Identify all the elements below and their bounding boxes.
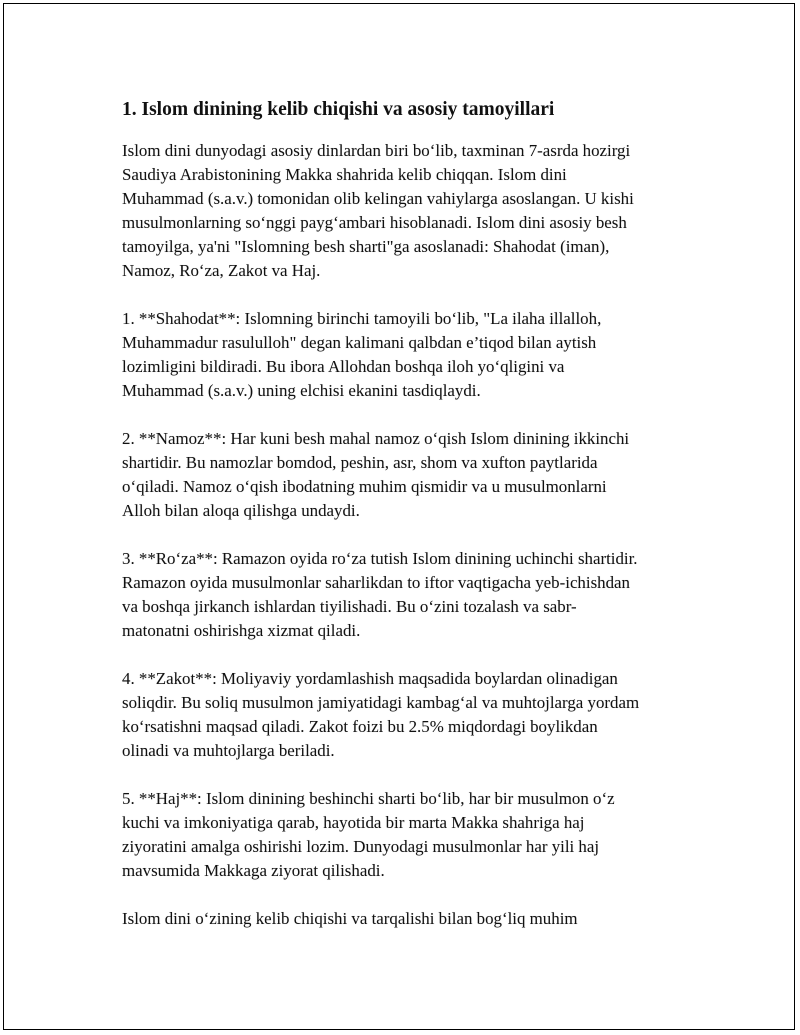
text-line: tamoyilga, ya'ni "Islomning besh sharti"ga asoslanadi: Shahodat (iman), — [122, 237, 610, 256]
text-line: olinadi va muhtojlarga beriladi. — [122, 741, 335, 760]
intro-paragraph — [122, 139, 702, 283]
text-line: Islom dini dunyodagi asosiy dinlardan biri bo‘lib, taxminan 7-asrda hozirgi — [122, 141, 631, 160]
namoz-paragraph — [122, 427, 702, 523]
text-line: 3. **Ro‘za**: Ramazon oyida ro‘za tutish Islom dinining uchinchi shartidir. — [122, 549, 638, 568]
text-line: 4. **Zakot**: Moliyaviy yordamlashish maqsadida boylardan olinadigan — [122, 669, 618, 688]
text-line: shartidir. Bu namozlar bomdod, peshin, asr, shom va xufton paytlarida — [122, 453, 598, 472]
text-line: Ramazon oyida musulmonlar saharlikdan to iftor vaqtigacha yeb-ichishdan — [122, 573, 630, 592]
text-line: 1. **Shahodat**: Islomning birinchi tamoyili bo‘lib, "La ilaha illalloh, — [122, 309, 602, 328]
roza-paragraph — [122, 547, 702, 643]
text-line: Namoz, Ro‘za, Zakot va Haj. — [122, 261, 321, 280]
text-line: ziyoratini amalga oshirishi lozim. Dunyodagi musulmonlar har yili haj — [122, 837, 600, 856]
text-line: Muhammad (s.a.v.) uning elchisi ekanini tasdiqlaydi. — [122, 381, 481, 400]
text-line: lozimligini bildiradi. Bu ibora Allohdan boshqa iloh yo‘qligini va — [122, 357, 565, 376]
text-line: Muhammad (s.a.v.) tomonidan olib kelingan vahiylarga asoslangan. U kishi — [122, 189, 634, 208]
closing-paragraph — [122, 907, 702, 931]
shahodat-paragraph — [122, 307, 702, 403]
text-line: Muhammadur rasululloh" degan kalimani qalbdan e’tiqod bilan aytish — [122, 333, 597, 352]
document-body — [122, 96, 702, 955]
text-line: kuchi va imkoniyatiga qarab, hayotida bir marta Makka shahriga haj — [122, 813, 585, 832]
text-line: Saudiya Arabistonining Makka shahrida kelib chiqqan. Islom dini — [122, 165, 567, 184]
zakot-paragraph — [122, 667, 702, 763]
text-line: 2. **Namoz**: Har kuni besh mahal namoz o‘qish Islom dinining ikkinchi — [122, 429, 630, 448]
text-line: soliqdir. Bu soliq musulmon jamiyatidagi kambag‘al va muhtojlarga yordam — [122, 693, 640, 712]
text-line: musulmonlarning so‘nggi payg‘ambari hisoblanadi. Islom dini asosiy besh — [122, 213, 627, 232]
text-line: matonatni oshirishga xizmat qiladi. — [122, 621, 361, 640]
text-line: Islom dini o‘zining kelib chiqishi va tarqalishi bilan bog‘liq muhim — [122, 909, 578, 928]
section-heading: 1. Islom dinining kelib chiqishi va asosiy tamoyillari — [122, 99, 555, 120]
page-frame — [3, 3, 795, 1030]
haj-paragraph — [122, 787, 702, 883]
text-line: Alloh bilan aloqa qilishga undaydi. — [122, 501, 360, 520]
text-line: o‘qiladi. Namoz o‘qish ibodatning muhim qismidir va u musulmonlarni — [122, 477, 607, 496]
text-line: va boshqa jirkanch ishlardan tiyilishadi. Bu o‘zini tozalash va sabr- — [122, 597, 577, 616]
text-line: 5. **Haj**: Islom dinining beshinchi sharti bo‘lib, har bir musulmon o‘z — [122, 789, 615, 808]
text-line: ko‘rsatishni maqsad qiladi. Zakot foizi bu 2.5% miqdordagi boylikdan — [122, 717, 598, 736]
text-line: mavsumida Makkaga ziyorat qilishadi. — [122, 861, 385, 880]
